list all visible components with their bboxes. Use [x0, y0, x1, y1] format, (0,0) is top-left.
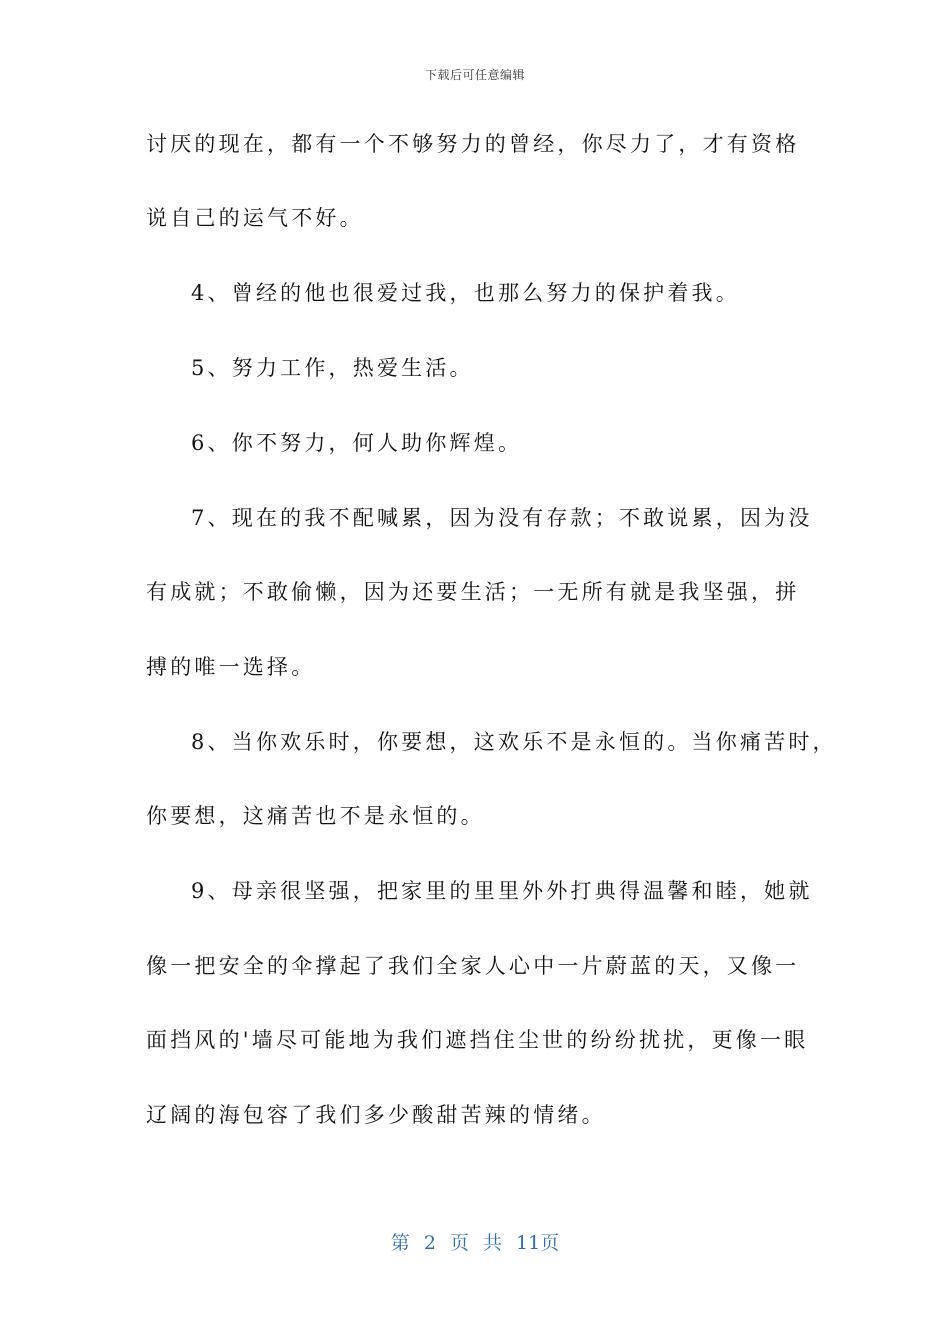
text-line: 辽阔的海包容了我们多少酸甜苦辣的情绪。	[146, 1103, 606, 1127]
text-line: 讨厌的现在，都有一个不够努力的曾经，你尽力了，才有资格	[146, 132, 800, 156]
page-number-footer: 第 2 页 共 11页	[390, 1232, 560, 1254]
text-line: 像一把安全的伞撑起了我们全家人心中一片蔚蓝的天，又像一	[146, 954, 800, 978]
text-line: 说自己的运气不好。	[146, 206, 364, 230]
text-line: 搏的唯一选择。	[146, 655, 316, 679]
list-item-8: 8、当你欢乐时，你要想，这欢乐不是永恒的。当你痛苦时，	[191, 730, 837, 754]
list-item-9: 9、母亲很坚强，把家里的里里外外打典得温馨和睦，她就	[191, 879, 813, 903]
list-item-4: 4、曾经的他也很爱过我，也那么努力的保护着我。	[191, 281, 740, 305]
list-item-7: 7、现在的我不配喊累，因为没有存款；不敢说累，因为没	[191, 506, 813, 530]
text-line: 面挡风的'墙尽可能地为我们遮挡住尘世的纷纷扰扰，更像一眼	[146, 1028, 809, 1052]
list-item-5: 5、努力工作，热爱生活。	[191, 356, 474, 380]
page-header: 下载后可任意编辑	[424, 68, 525, 82]
text-line: 你要想，这痛苦也不是永恒的。	[146, 804, 485, 828]
list-item-6: 6、你不努力，何人助你辉煌。	[191, 431, 523, 455]
text-line: 有成就；不敢偷懒，因为还要生活；一无所有就是我坚强，拼	[146, 580, 800, 604]
